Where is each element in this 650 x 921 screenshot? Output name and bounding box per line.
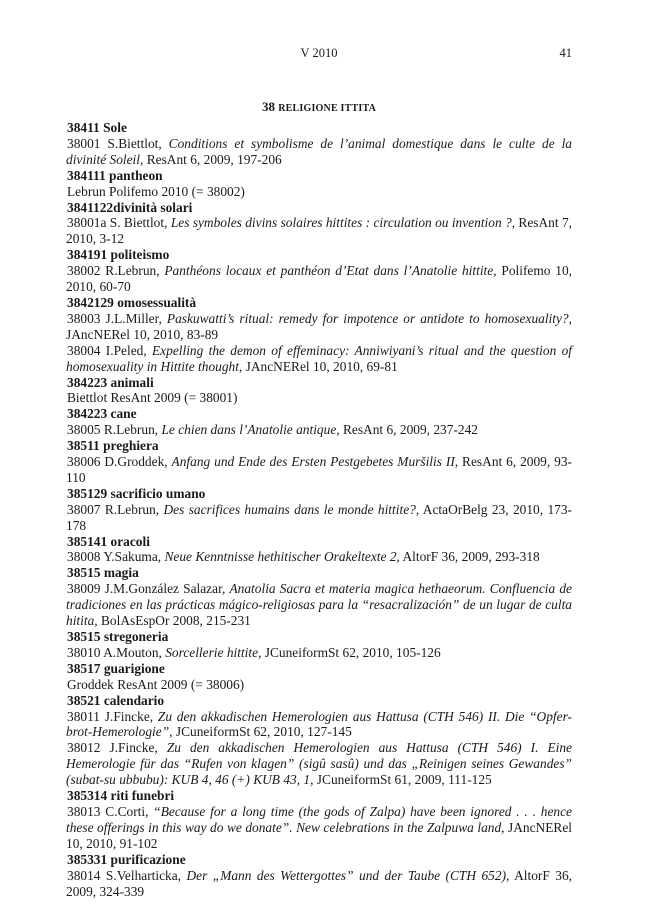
entry-author: 38011 J.Fincke,	[67, 708, 158, 724]
entry-author: 38001a S. Biettlot,	[67, 215, 171, 231]
entry-title: Panthéons locaux et panthéon d’Etat dans l’Anatolie hittite	[164, 263, 494, 279]
subject-heading: 385331 purificazione	[67, 851, 186, 867]
bibliography-entry	[66, 549, 572, 565]
page-number: 41	[559, 46, 572, 60]
volume-label: V 2010	[300, 46, 338, 60]
entry-source: , ResAnt 6, 2009, 197-206	[140, 151, 282, 167]
subject-heading: 385314 riti funebri	[67, 788, 175, 804]
entry-author: 38013 C.Corti,	[67, 803, 154, 819]
running-head	[66, 46, 572, 66]
entry-author: 38006 D.Groddek,	[67, 454, 172, 470]
entry-title: Des sacrifices humains dans le monde hittite?	[163, 501, 416, 517]
entry-source: , Polifemo 10, 2010, 60-70	[66, 263, 573, 295]
subject-heading: 3841122divinità solari	[67, 199, 193, 215]
section-number: 38	[261, 99, 275, 114]
bibliography-entry	[66, 422, 572, 438]
entry-source: , JCuneiformSt 62, 2010, 105-126	[258, 644, 441, 660]
entry-title: Der „Mann des Wettergottes” und der Taube (CTH 652)	[186, 867, 507, 883]
entry-source: , BolAsEspOr 2008, 215-231	[94, 613, 251, 629]
entry-author: 38012 J.Fincke,	[67, 740, 167, 756]
entry-source: , JAncNERel 10, 2010, 91-102	[66, 819, 572, 851]
subject-heading: 384111 pantheon	[67, 167, 163, 183]
entry-title: Neue Kenntnisse hethitischer Orakeltexte 2	[164, 549, 397, 565]
bibliography-entry	[66, 454, 572, 486]
subject-heading: 384223 animali	[67, 374, 154, 390]
subject-heading: 38517 guarigione	[67, 660, 165, 676]
bibliography-entry	[66, 804, 572, 852]
subject-heading: 38511 preghiera	[67, 438, 159, 454]
bibliography-entry	[66, 868, 572, 900]
entry-source: , AltorF 36, 2009, 324-339	[66, 867, 572, 899]
entry-title: Expelling the demon of effeminacy: Anniwiyani’s ritual and the question of homosexuality in Hittite thought	[66, 342, 572, 374]
entry-author: 38001 S.Biettlot,	[67, 135, 169, 151]
subject-heading: 38521 calendario	[67, 692, 165, 708]
entry-source: , ResAnt 6, 2009, 93-110	[66, 454, 572, 485]
bibliography-entry	[66, 215, 572, 247]
entry-source: , AltorF 36, 2009, 293-318	[396, 549, 540, 565]
subject-heading: 384223 cane	[67, 406, 137, 422]
bibliography-entry	[66, 136, 572, 168]
entry-source: , ActaOrBelg 23, 2010, 173-178	[66, 501, 573, 533]
entry-title: “Because for a long time (the gods of Zalpa) have been ignored . . . hence these offerings in this way do we donate”. New celebrations in the Zalpuwa land	[66, 803, 572, 835]
section-title	[66, 99, 572, 115]
subject-heading: 38411 Sole	[67, 120, 127, 135]
subject-heading: 384191 politeismo	[67, 247, 170, 263]
subject-heading: 385129 sacrificio umano	[67, 485, 206, 501]
subject-heading: 3842129 omosessualità	[67, 294, 197, 310]
subject-heading: 38515 magia	[67, 565, 139, 581]
entry-title: Anatolia Sacra et materia magica hethaeorum. Confluencia de tradiciones en las prácticas mágico-religiosas para la “resacralización” de un lugar de culta hitita	[66, 581, 572, 629]
bibliography-entry	[66, 343, 572, 375]
bibliography-entry	[66, 502, 572, 534]
document-page	[66, 46, 572, 899]
entry-author: 38014 S.Velharticka,	[67, 867, 187, 883]
subject-heading: 385141 oracoli	[67, 533, 150, 549]
bibliography-entry	[66, 263, 572, 295]
bibliography-entry	[66, 581, 572, 629]
bibliography-entry	[66, 645, 572, 661]
entry-author: 38004 I.Peled,	[67, 342, 152, 358]
entry-author: 38007 R.Lebrun,	[67, 501, 164, 517]
entry-source: , JCuneiformSt 62, 2010, 127-145	[169, 724, 352, 740]
entry-source: , ResAnt 6, 2009, 237-242	[336, 422, 478, 438]
entry-title: Zu den akkadischen Hemerologien aus Hattusa (CTH 546) II. Die “Opfer-brot-Hemerologie”	[66, 708, 572, 740]
entry-author: 38003 J.L.Miller,	[67, 310, 167, 326]
entry-author: 38002 R.Lebrun,	[67, 263, 165, 279]
cross-reference: Biettlot ResAnt 2009 (= 38001)	[67, 390, 238, 406]
subject-heading: 38515 stregoneria	[67, 629, 169, 644]
cross-reference: Lebrun Polifemo 2010 (= 38002)	[67, 183, 245, 199]
entry-author: 38005 R.Lebrun,	[67, 422, 162, 438]
bibliography-list	[66, 120, 572, 899]
entry-author: 38010 A.Mouton,	[67, 644, 166, 660]
entry-title: Sorcellerie hittite	[165, 644, 259, 660]
bibliography-entry	[66, 709, 572, 741]
entry-title: Les symboles divins solaires hittites : circulation ou invention ?	[170, 215, 512, 231]
bibliography-entry	[66, 740, 572, 788]
entry-title: Zu den akkadischen Hemerologien aus Hattusa (CTH 546) I. Eine Hemerologie für das “Rufen von klagen” (sigû sasû) und das „Reinigen seines Gewandes” (subat-su ubbubu): KUB 4, 46 (+) KUB 43, 1	[66, 740, 572, 788]
cross-reference: Groddek ResAnt 2009 (= 38006)	[67, 676, 245, 692]
entry-source: , JCuneiformSt 61, 2009, 111-125	[310, 772, 492, 788]
entry-source: , ResAnt 7, 2010, 3-12	[66, 215, 572, 247]
entry-source: , JAncNERel 10, 2010, 83-89	[66, 310, 572, 342]
entry-title: Le chien dans l’Anatolie antique	[161, 422, 337, 438]
entry-author: 38008 Y.Sakuma,	[67, 549, 165, 565]
entry-title: Conditions et symbolisme de l’animal domestique dans le culte de la divinité Soleil	[66, 135, 572, 167]
section-name: RELIGIONE ITTITA	[278, 103, 376, 114]
entry-source: , JAncNERel 10, 2010, 69-81	[238, 358, 398, 374]
entry-author: 38009 J.M.González Salazar,	[67, 581, 230, 597]
entry-title: Anfang und Ende des Ersten Pestgebetes Muršilis II	[171, 454, 455, 470]
bibliography-entry	[66, 311, 572, 343]
entry-title: Paskuwatti’s ritual: remedy for impotence or antidote to homosexuality?	[166, 310, 569, 326]
